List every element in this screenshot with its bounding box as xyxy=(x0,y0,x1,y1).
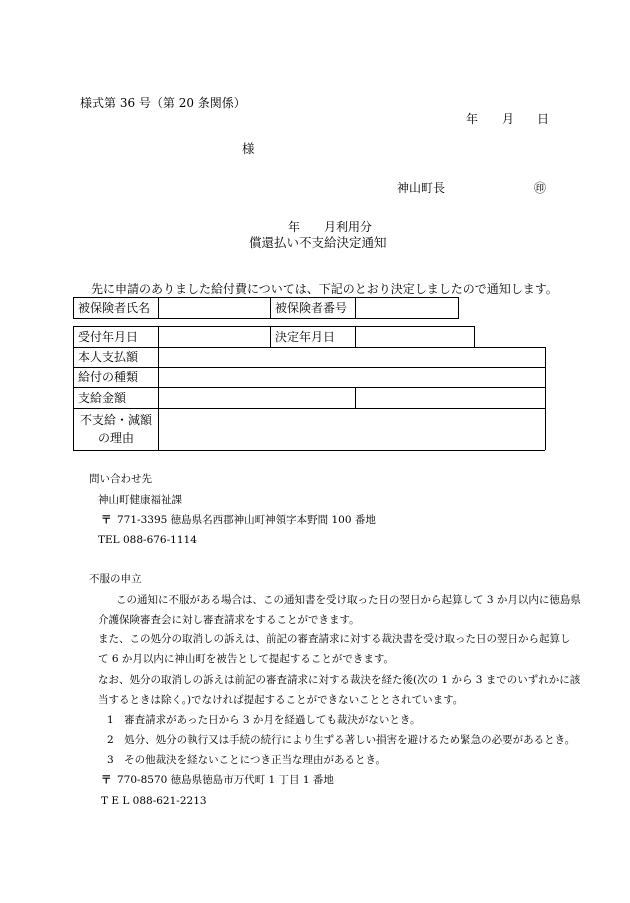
objection-p2-line1: また、この処分の取消しの訴えは、前記の審査請求に対する裁決書を受け取った日の翌日から起算し xyxy=(98,633,571,645)
objection-address: 770-8570 徳島県徳島市万代町 1 丁目 1 番地 xyxy=(117,774,334,786)
objection-p3-line2: 当するときは除く。)でなければ提起することができないこととされています。 xyxy=(98,694,464,706)
issuer-name: 神山町長 xyxy=(397,181,446,195)
form-number: 様式第 36 号（第 20 条関係） xyxy=(80,96,246,110)
self-payment-label: 本人支払額 xyxy=(78,350,139,364)
objection-item-1: 1 審査請求があった日から 3 か月を経過しても裁決がないとき。 xyxy=(107,714,421,726)
decision-date-label: 決定年月日 xyxy=(275,330,336,344)
contact-tel: TEL 088-676-1114 xyxy=(98,534,197,546)
received-date-label: 受付年月日 xyxy=(78,330,139,344)
reason-label-line2: の理由 xyxy=(98,431,135,445)
objection-p1-line2: 介護保険審査会に対し審査請求をすることができます。 xyxy=(98,614,360,626)
contact-department: 神山町健康福祉課 xyxy=(98,494,182,506)
objection-item-2: 2 処分、処分の執行又は手続の続行により生ずる著しい損害を避けるため緊急の必要があるとき。 xyxy=(107,734,576,746)
seal-mark: ㊞ xyxy=(534,181,547,195)
usage-period: 年 月利用分 xyxy=(288,220,373,234)
objection-postal-mark-icon: 〒 xyxy=(101,774,112,786)
objection-heading: 不服の申立 xyxy=(89,573,142,585)
contact-address: 771-3395 徳島県名西郡神山町神領字本野間 100 番地 xyxy=(117,514,376,526)
benefit-type-label: 給付の種類 xyxy=(78,370,139,384)
intro-text: 先に申請のありました給付費については、下記のとおり決定しましたので通知します。 xyxy=(91,282,558,296)
document-title: 償還払い不支給決定通知 xyxy=(249,235,387,250)
contact-heading: 問い合わせ先 xyxy=(89,473,152,485)
insured-name-label: 被保険者氏名 xyxy=(78,301,151,315)
date-day-label: 日 xyxy=(537,112,550,126)
reason-label-line1: 不支給・減額 xyxy=(80,413,153,427)
date-year-label: 年 xyxy=(466,112,479,126)
payment-amount-label: 支給金額 xyxy=(78,391,127,405)
objection-tel: T E L 088-621-2213 xyxy=(101,795,207,807)
objection-item-3: 3 その他裁決を経ないことにつき正当な理由があるとき。 xyxy=(107,754,387,766)
objection-p1-line1: この通知に不服がある場合は、この通知書を受け取った日の翌日から起算して 3 か月以内に徳島県 xyxy=(116,594,581,606)
postal-mark-icon: 〒 xyxy=(101,514,112,526)
objection-p2-line2: て 6 か月以内に神山町を被告として提起することができます。 xyxy=(98,653,395,665)
date-month-label: 月 xyxy=(502,112,515,126)
insured-number-label: 被保険者番号 xyxy=(275,301,348,315)
addressee-suffix: 様 xyxy=(242,141,255,156)
objection-p3-line1: なお、処分の取消しの訴えは前記の審査請求に対する裁決を経た後(次の 1 から 3 までのいずれかに該 xyxy=(98,674,581,686)
